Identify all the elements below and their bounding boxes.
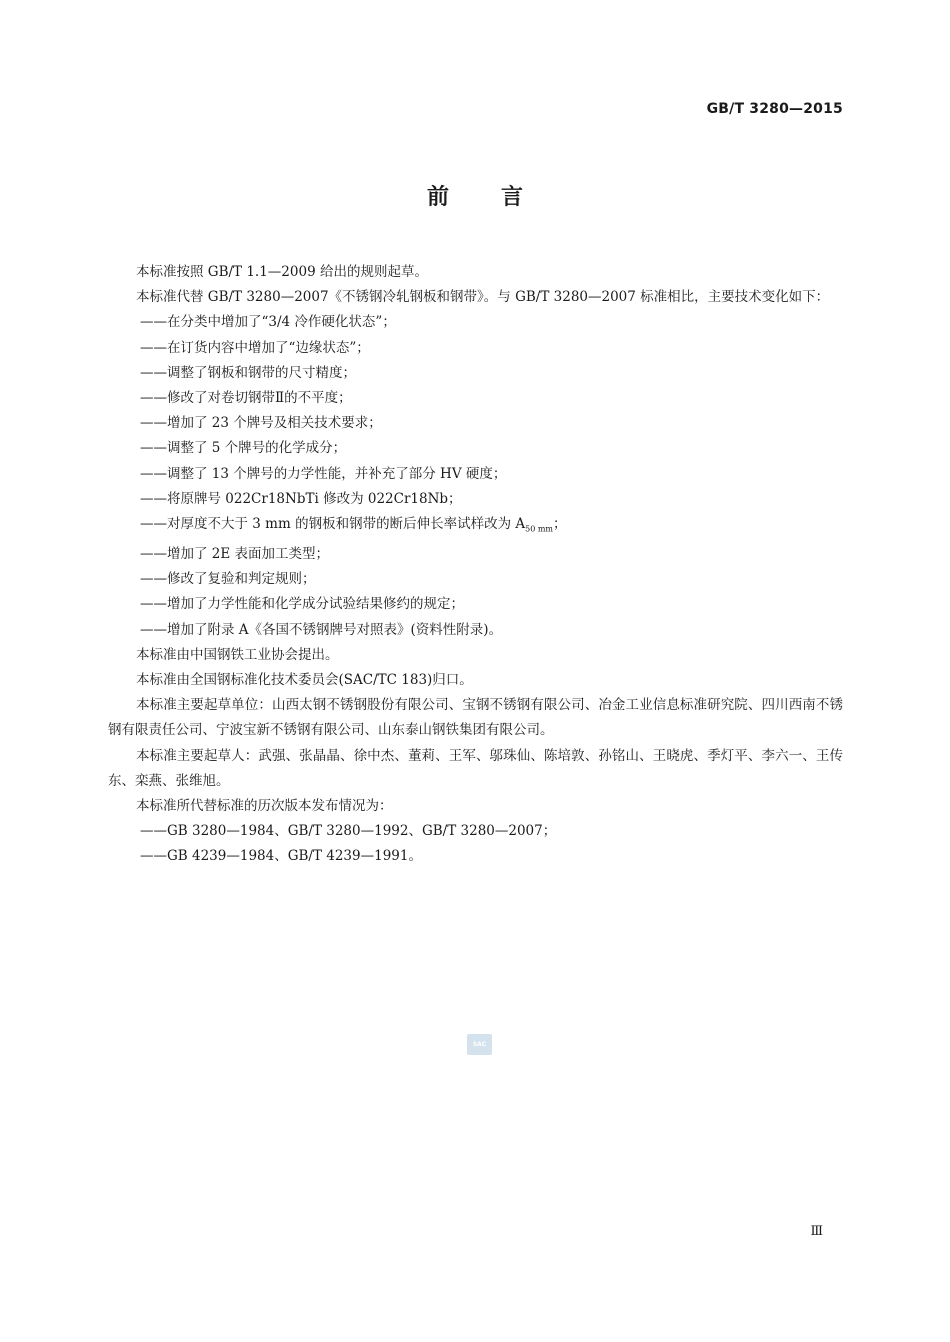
change-item (108, 512, 843, 542)
paragraph: 本标准由全国钢标准化技术委员会(SAC/TC 183)归口。 (136, 671, 473, 688)
change-item: ——修改了对卷切钢带Ⅱ的不平度； (140, 390, 352, 407)
change-item: ——修改了复验和判定规则； (140, 571, 316, 588)
standard-code: GB/T 3280—2015 (706, 101, 843, 117)
change-item: ——调整了 13 个牌号的力学性能，并补充了部分 HV 硬度； (140, 465, 507, 482)
change-item-text: ——对厚度不大于 3 mm 的钢板和钢带的断后伸长率试样改为 A (140, 516, 526, 533)
change-item: ——增加了 2E 表面加工类型； (140, 545, 330, 562)
change-item: ——增加了 23 个牌号及相关技术要求； (140, 415, 382, 432)
change-item-end: ； (553, 516, 567, 533)
change-item: ——在订货内容中增加了“边缘状态”； (140, 339, 370, 356)
change-item: ——增加了力学性能和化学成分试验结果修约的规定； (140, 596, 464, 613)
paragraph: 本标准所代替标准的历次版本发布情况为： (136, 797, 393, 814)
page-number: Ⅲ (810, 1224, 823, 1239)
history-item: ——GB 3280—1984、GB/T 3280—1992、GB/T 3280—2007； (140, 823, 557, 840)
change-item: ——将原牌号 022Cr18NbTi 修改为 022Cr18Nb； (140, 490, 462, 507)
paragraph: 本标准按照 GB/T 1.1—2009 给出的规则起草。 (136, 264, 428, 280)
page-title: 前言 (426, 185, 575, 210)
sac-watermark-logo: SAC (467, 1034, 492, 1055)
paragraph: 本标准主要起草人：武强、张晶晶、徐中杰、董莉、王军、邬珠仙、陈培敦、孙铭山、王晓虎、季灯平、李六一、王传东、栾燕、张维旭。 (108, 747, 843, 789)
change-item: ——增加了附录 A《各国不锈钢牌号对照表》(资料性附录)。 (140, 621, 503, 638)
document-body (108, 260, 843, 870)
paragraph: 本标准主要起草单位：山西太钢不锈钢股份有限公司、宝钢不锈钢有限公司、冶金工业信息标准研究院、四川西南不锈钢有限责任公司、宁波宝新不锈钢有限公司、山东泰山钢铁集团有限公司。 (108, 697, 843, 739)
history-item: ——GB 4239—1984、GB/T 4239—1991。 (140, 848, 422, 865)
change-item: ——调整了 5 个牌号的化学成分； (140, 440, 347, 457)
subscript-50mm: 50 mm (525, 524, 554, 534)
paragraph: 本标准代替 GB/T 3280—2007《不锈钢冷轧钢板和钢带》。与 GB/T 3280—2007 标准相比，主要技术变化如下： (136, 289, 830, 306)
paragraph: 本标准由中国钢铁工业协会提出。 (136, 646, 339, 663)
change-item: ——调整了钢板和钢带的尺寸精度； (140, 364, 356, 381)
change-item: ——在分类中增加了“3/4 冷作硬化状态”； (140, 314, 396, 331)
